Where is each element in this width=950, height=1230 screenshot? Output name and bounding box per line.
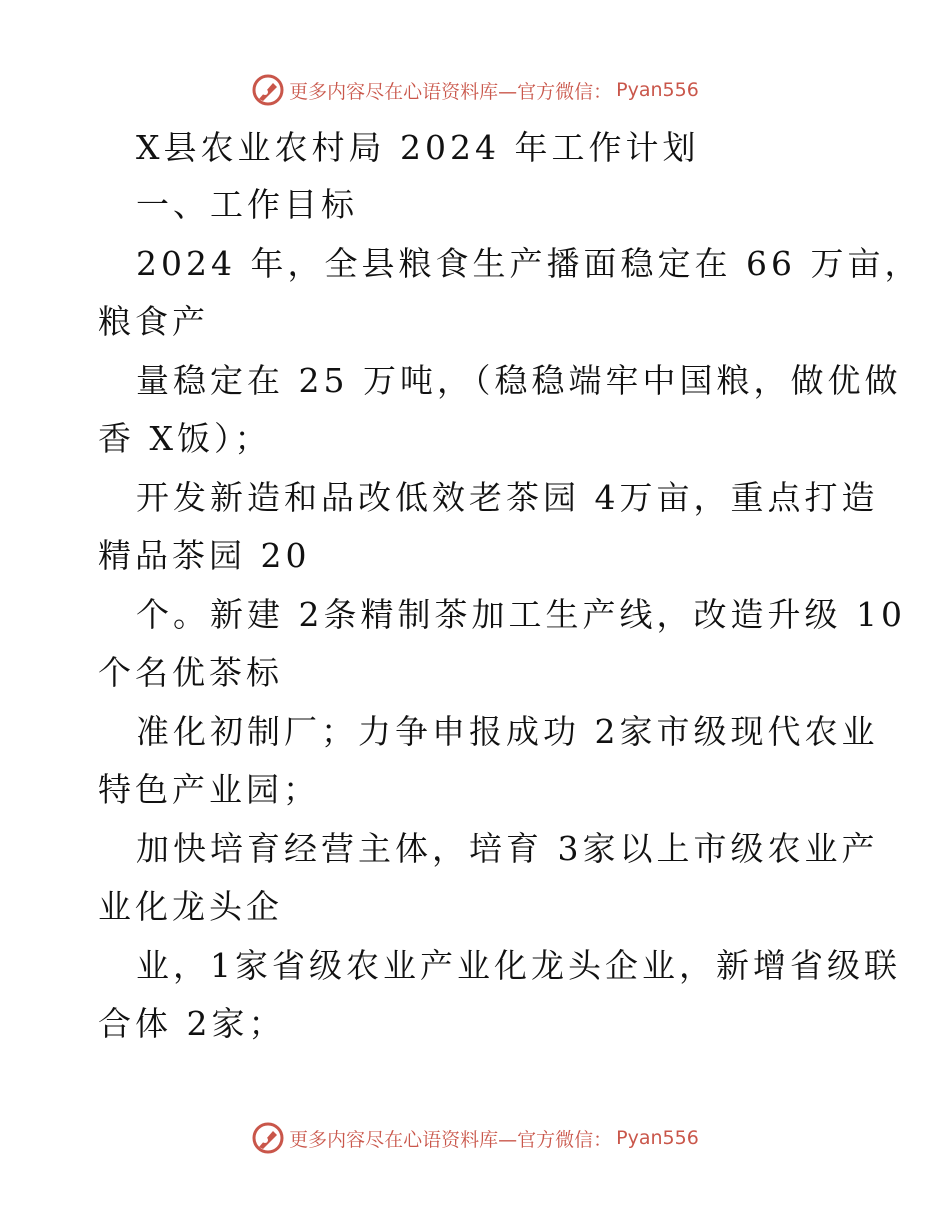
- paragraph-line: 2024 年，全县粮食生产播面稳定在 66 万亩，: [136, 244, 922, 283]
- watermark-account: Pyan556: [616, 79, 699, 101]
- paragraph-line: 业，1家省级农业产业化龙头企业，新增省级联: [136, 946, 901, 985]
- document-title: X县农业农村局 2024 年工作计划: [136, 128, 700, 167]
- watermark-account: Pyan556: [616, 1127, 699, 1149]
- paragraph-line: 加快培育经营主体，培育 3家以上市级农业产: [136, 829, 879, 868]
- paragraph-line: 粮食产: [98, 302, 209, 341]
- paragraph-line: 个名优茶标: [98, 653, 283, 692]
- paragraph-line: 香 X饭）；: [98, 419, 272, 458]
- paragraph-line: 精品茶园 20: [98, 536, 311, 575]
- paragraph-line: 准化初制厂；力争申报成功 2家市级现代农业: [136, 712, 879, 751]
- watermark-text: 更多内容尽在心语资料库—官方微信：: [289, 80, 613, 103]
- paragraph-line: 个。新建 2条精制茶加工生产线，改造升级 10: [136, 595, 906, 634]
- paragraph-line: 开发新造和品改低效老茶园 4万亩，重点打造: [136, 478, 879, 517]
- paragraph-line: 量稳定在 25 万吨，（稳稳端牢中国粮，做优做: [136, 361, 902, 400]
- pen-seal-icon: [251, 73, 285, 107]
- paragraph-line: 业化龙头企: [98, 887, 283, 926]
- paragraph-line: 特色产业园；: [98, 770, 320, 809]
- watermark-text: 更多内容尽在心语资料库—官方微信：: [289, 1128, 613, 1151]
- section-heading: 一、工作目标: [136, 185, 358, 224]
- watermark-banner-bottom: [0, 1118, 950, 1158]
- pen-seal-icon: [251, 1121, 285, 1155]
- watermark-banner-top: [0, 70, 950, 110]
- paragraph-line: 合体 2家；: [98, 1004, 286, 1043]
